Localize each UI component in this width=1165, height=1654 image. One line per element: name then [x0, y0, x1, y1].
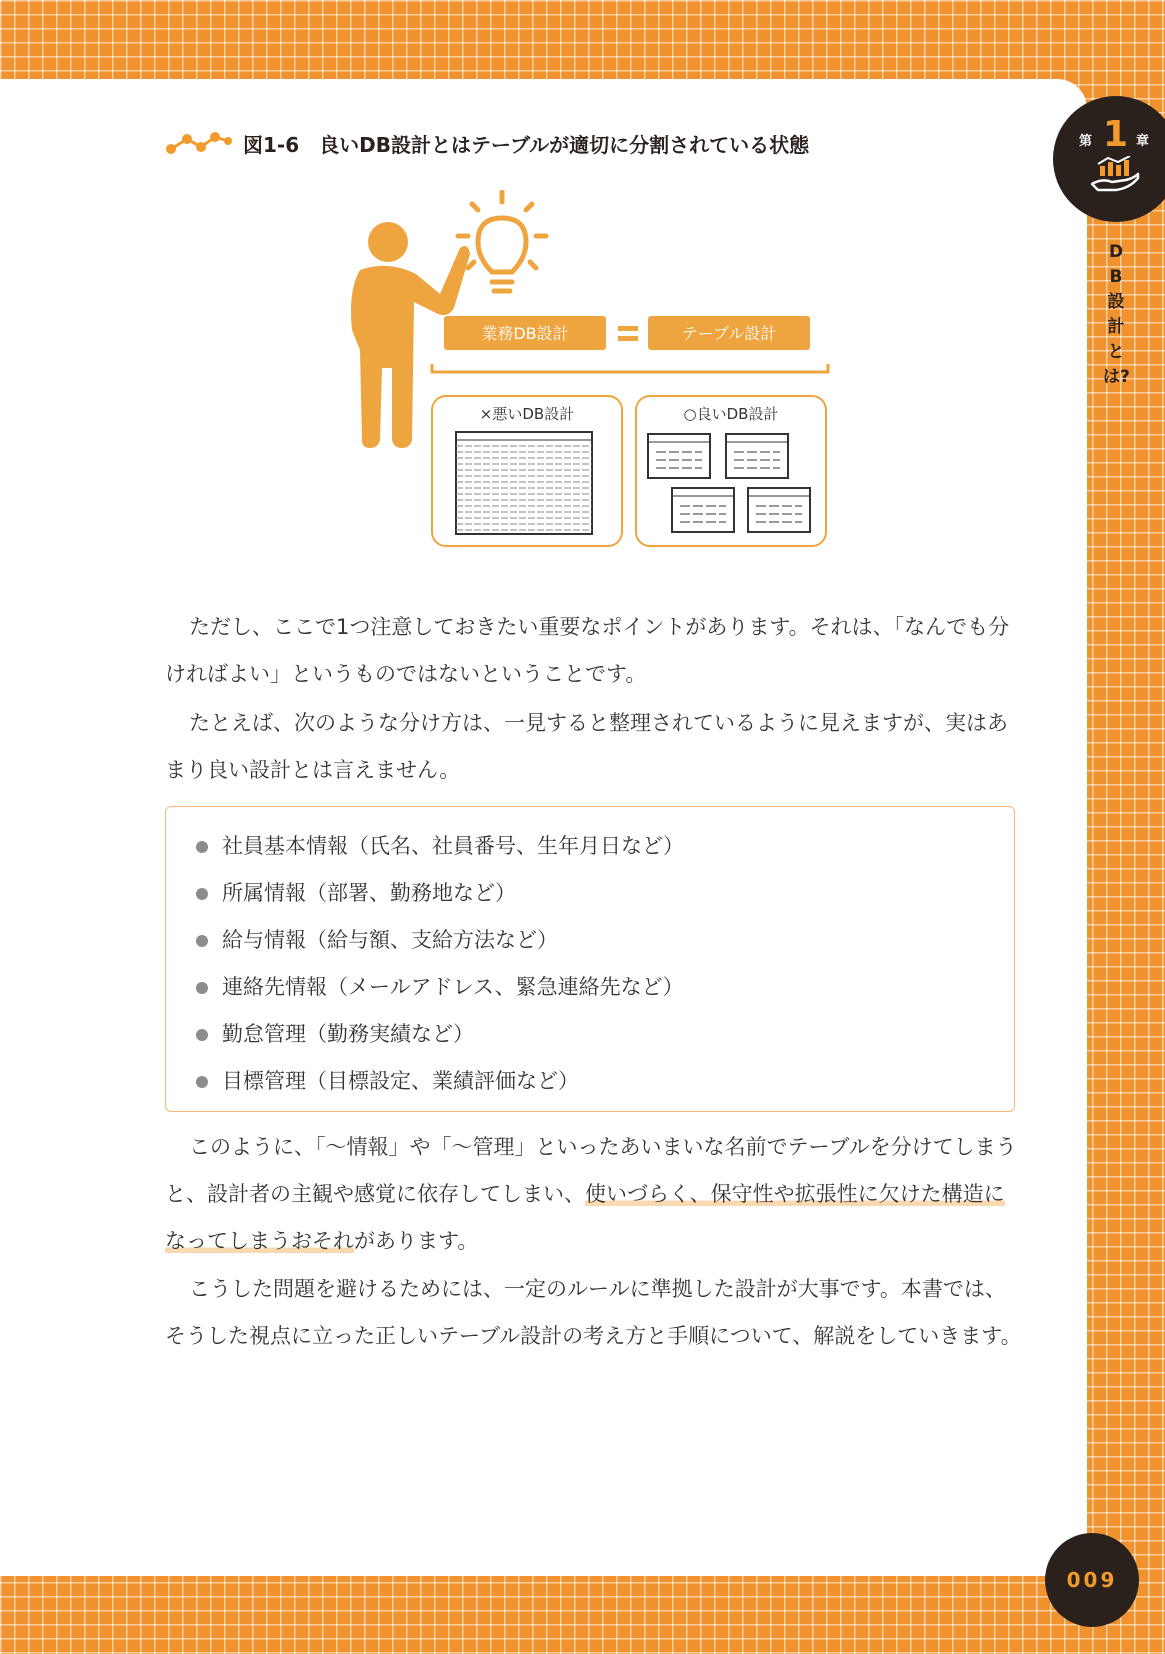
hand-chart-icon — [1090, 156, 1140, 196]
paragraph-2: たとえば、次のような分け方は、一見すると整理されているように見えますが、実はあまり良い設計とは言えません。 — [165, 711, 1008, 782]
good-design-title: ○良いDB設計 — [683, 405, 779, 423]
list-item: 社員基本情報（氏名、社員番号、生年月日など） — [196, 823, 1014, 870]
paragraph-4: こうした問題を避けるためには、一定のルールに準拠した設計が大事です。本書では、そうした視点に立った正しいテーブル設計の考え方と手順について、解説をしていきます。 — [165, 1277, 1022, 1348]
list-item: 所属情報（部署、勤務地など） — [196, 870, 1014, 917]
paragraph-1: ただし、ここで1つ注意しておきたい重要なポイントがあります。それは、「なんでも分ければよい」というものではないということです。 — [165, 615, 1010, 686]
bullet-dot-icon — [196, 1076, 208, 1088]
lightbulb-icon — [458, 192, 546, 291]
figure-illustration — [330, 190, 850, 550]
list-item: 連絡先情報（メールアドレス、緊急連絡先など） — [196, 964, 1014, 1011]
chapter-number: 1 — [1103, 114, 1129, 155]
bullet-list-box — [165, 806, 1015, 1112]
bullet-dot-icon — [196, 841, 208, 853]
figure-db-design — [330, 190, 850, 554]
equals-icon — [618, 326, 638, 341]
chapter-prefix: 第 — [1079, 134, 1093, 149]
list-item: 勤怠管理（勤務実績など） — [196, 1011, 1014, 1058]
list-item: 給与情報（給与額、支給方法など） — [196, 917, 1014, 964]
page-number: 009 — [1045, 1533, 1139, 1627]
paragraph-3: このように、「〜情報」や「〜管理」といったあいまいな名前でテーブルを分けてしまうと、設計者の主観や感覚に依存してしまい、使いづらく、保守性や拡張性に欠けた構造になってしまうおそれがあります。 — [165, 1135, 1017, 1253]
bullet-dot-icon — [196, 888, 208, 900]
table-design-label: テーブル設計 — [681, 324, 777, 343]
list-item: 目標管理（目標設定、業績評価など） — [196, 1058, 1014, 1105]
business-db-label: 業務DB設計 — [481, 324, 569, 343]
large-table-icon — [456, 432, 592, 534]
bad-design-title: ×悪いDB設計 — [479, 405, 575, 423]
bullet-dot-icon — [196, 1029, 208, 1041]
chapter-side-title: DB設計とは? — [1103, 242, 1130, 387]
caption-dots-icon — [165, 128, 233, 158]
bullet-list — [166, 807, 1014, 1105]
figure-caption-text: 図1-6 良いDB設計とはテーブルが適切に分割されている状態 — [243, 132, 810, 157]
bracket-line — [432, 364, 828, 372]
figure-caption — [165, 126, 809, 160]
chapter-suffix: 章 — [1136, 134, 1150, 149]
bullet-dot-icon — [196, 982, 208, 994]
bullet-dot-icon — [196, 935, 208, 947]
highlighted-phrase: 使いづらく、保守性や拡張性に欠けた構造になってしまうおそれ — [165, 1182, 1005, 1253]
